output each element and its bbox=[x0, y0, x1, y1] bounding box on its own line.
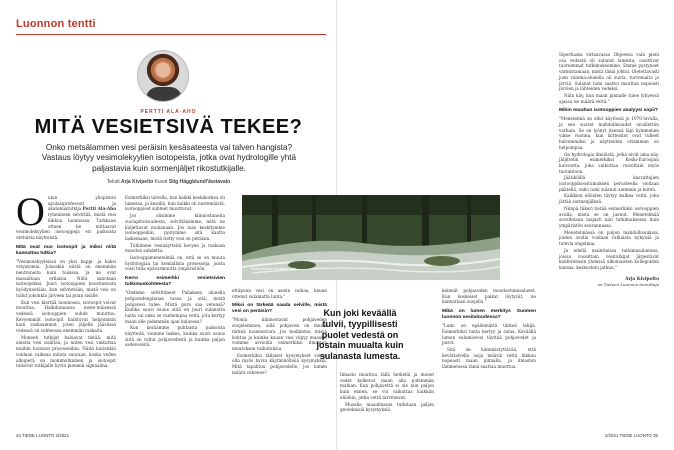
paragraph: Esimerkiksi talvella, kun kaikki keskikorkea oli lumessa, ja kesällä, kun kaikki oli nestemäistä, isotooppiset suhteet muuttuvat. bbox=[125, 195, 225, 212]
credits-label-text: Teksti bbox=[106, 179, 120, 185]
deck: Onko metsälammen vesi peräisin kesäsateesta vai talven hangista? Vastaus löytyy vesimolekyylien isotopeista, jotka ovat hydrologille yhtä paljastavia kuin sormenjäljet rikostutkijalle. bbox=[41, 143, 297, 173]
column-2 bbox=[125, 195, 225, 349]
column-4 bbox=[340, 372, 434, 414]
paragraph: Menetelmässä on paljon mahdollisuuksia, joiden avulla voidaan ratkaista nykyisiä ja tulevia ongelmia. bbox=[559, 229, 659, 247]
section-rule bbox=[16, 34, 326, 35]
credits-photo-author: Stig Häggblund/Vastavalo bbox=[168, 179, 231, 185]
credits-text-author: Arja Kivipelto bbox=[120, 179, 154, 185]
paragraph: "Olemme selvittäneet Pallaksen alueella pohjavedenpinnan tasoa ja sitä, mistä pohjavesi tulee. Mistä puro saa vetensä? Kuinka suuri osuus siitä on juuri sulanutta lunta vai onko se vanhempaa vettä, jota kertyy maan alle pidemmän ajan kuluessa? bbox=[125, 290, 225, 324]
author-role: on Tieteen Luonnon toimittaja bbox=[597, 282, 659, 288]
column-6 bbox=[559, 52, 659, 288]
paragraph: Jos olisimme kiinnostuneita suolapitoisuudesta, selvittäisimme, mitä ne kuljettavat mukanaan. Jos taas keskitymme isotooppeihin, pystymme sitä kautta laskemaan, mistä tietty vesi on peräisin. bbox=[125, 213, 225, 241]
paragraph: ettäpuun vesi on aseiin vaihaa, kauan ottenut sulamatta lunta." bbox=[232, 288, 327, 299]
paragraph: Tutkimme vesinäytteitä kevyen ja raskaan muodon suhdetta. bbox=[125, 242, 225, 254]
author-signature: Arja Kivipelto bbox=[625, 276, 659, 282]
intro-name: Pertti Ala-Aho bbox=[82, 206, 116, 212]
paragraph: Kaikkien ellöiden täytyy kulkea vettä, joka jättää sormenjälkeä. bbox=[559, 193, 659, 205]
question-heading: Mikä on lumen merkitys Suomen luonnon vesitaloudessa? bbox=[442, 309, 536, 321]
credits bbox=[0, 179, 337, 185]
footer-right: 2/2021 TIEDE LUONTO 35 bbox=[604, 433, 658, 438]
paragraph: keinnät pohjaveden muodostumisalueet. Kun keskeiset paikat löytyvät, ne kannattaisi suojella." bbox=[442, 288, 536, 305]
paragraph: "Lumi on epäilemättä tärkeä tekijä. Esimerkiksi lunta kertyy ja sulaa. Keväällä lumen sulamisvesi täyttää pohjavedet ja purot. bbox=[442, 323, 536, 346]
footer-left: 34 TIEDE LUONTO 2/2021 bbox=[16, 433, 70, 438]
intro-text: ulun yliopiston apulaisprofessori ja akatemiatutkija bbox=[47, 195, 116, 212]
paragraph: Niinpä tiikeri tietää esimerkiksi isotooppien avulla, mistä se on juonut. Menetelmää sovelletaan laajasti niin tutkimuksessa kuin ympäristön seurannassa. bbox=[559, 205, 659, 228]
intro-rest: ryhmineen selvittää, mistä vesi liikkuu luonnossa. Tarkkaan ottaen he mittaavat vesimolekyylien isotooppeja eri paikoista otetuista näytteistä. bbox=[16, 212, 116, 240]
paragraph: Musalla maaalmassa tutkitaan paljon geoteknisiä kysymyksiä. bbox=[340, 401, 434, 413]
paragraph: Ja edellä mainituissa tutkimusalueissa, joissa vuosittain vesitutkijat järjestävät konferenssin yhdessä ulkomaisten kollegoiden kanssa, keskustelu jatkuu." bbox=[559, 247, 659, 270]
question-heading: Kerro esimerkki vesietsivien tutkimuskohteesta? bbox=[125, 276, 225, 288]
paragraph: Ilmasto muuttuu tällä hetkellä ja monet vedet kulkevat maan alla pidemmän matkan. Kun pohjavettä ei ole niin paljon kuin ennen, se voi vaikuttaa kaikkiin eliöihin, jotka vettä tarvitsevat. bbox=[340, 372, 434, 400]
river-photo bbox=[242, 195, 500, 280]
paragraph: "Menetelmä on ollut käytössä jo 1970-luvulla, ja sen suuret mahdollisuudet oivallettiin varhain. Se on lyönyt itsensä läpi kymmenen viime vuonna, kun laitteistot ovat tulleet halvemmiksi ja näytteiden ottaminen on helpompaa. bbox=[559, 116, 659, 150]
question-heading: Miksi on tärkeää saada selville, mistä vesi on peräisin? bbox=[232, 303, 327, 315]
section-title: Luonnon tentti bbox=[16, 18, 96, 30]
interviewee-name: PERTTI ALA-AHO bbox=[140, 109, 197, 115]
paragraph: "Vesimolekyyleissä on yksi happi- ja kaksi vetyatomia. Joissakin niistä on enemmän neutroneita kuin toisissa, ja ne ovat massaltaan erilaisia. Niitä sanotaan isotoopeiksi. Juuri isotooppien koostumusta hyödynnetään, kun selvitetään, mistä vesi on tullut johonkin järveen tai puun sisälle. bbox=[16, 258, 116, 298]
column-1 bbox=[16, 189, 116, 370]
question-heading: Mitä ovat nuo isotoopit ja miksi niitä kannattaa tutkia? bbox=[16, 244, 116, 256]
paragraph: Sitä on hämmästyttävää, että kevättalvella isoja määriä vettä liikkuu nopeasti maan pinnalla, ja ilmaston lämmetessä tämä saattaa muuttua. bbox=[442, 346, 536, 370]
paragraph: Moneeti tutkijat haluavat tietää, mitä aineita vesi sisältää, ja miten vesi vaikuttaa muihin luonnon prosesseihin. Näitä kuitenkin voidaan vaikeaa mitata suoraan, koska veden alkuperä on monimutkainen ja isotoopit tulisivat tutkijalle hyvin pienenä signaalina. bbox=[16, 334, 116, 369]
dropcap: O bbox=[16, 189, 45, 234]
headline: MITÄ VESIETSIVÄ TEKEE? bbox=[34, 116, 303, 138]
credits-label-photo: Kuvat bbox=[154, 179, 168, 185]
paragraph: Kun keräämme puhtaista paikoista näytteitä, voimme laskea, kuinka suuri osuus siitä on tullut pohjavedestä ja kuinka paljon sadevesistä. bbox=[125, 325, 225, 348]
paragraph: Isotooppimenetelmiä on, että se on muuta hydrologiaa tai kemiallisia prosesseja, joista voisi tulla epävarmuutta ympäristöön. bbox=[125, 255, 225, 272]
paragraph: Jäätiköillä kasvattajien isotooppikoostumuksen perusteella voidaan päätellä, onko lumi sulanut aiemmin ja miten. bbox=[559, 175, 659, 192]
column-5 bbox=[442, 288, 536, 371]
paragraph: Esimerkiksi tällaiset kysymykset voivat olla myös hyvin käytännöllisiä kysymyksiä. Mitä tapahtuu pohjavedelle, jos lumen määrä vähenee? bbox=[232, 352, 327, 375]
paragraph: Näin käy, kun maan pinnalle tulee lyhyessä ajassa iso määrä vettä." bbox=[559, 92, 659, 104]
pullquote: Kun joki keväällä tulvii, tyypillisesti puolet vedestä on jostain muualta kuin sulanasta lumesta. bbox=[316, 308, 404, 362]
paragraph: Sipertiassa virtaavassa Objoessa vain pieni osa vedestä oli sulanut lumesta, osoittivat tuoreimmat tutkimuksemme. Emme pystyneet varmistamaan, mistä tämä johtui. Oletettavasti joen valuma-alueella oli suota, turvemaita ja järviä. Sulanut lumi saattoi muuttaa nopeasti järvien ja lähteiden vedeksi. bbox=[559, 52, 659, 92]
paragraph: Kun vesi kiertää luonnossa, isotoopit voivat muuttua. Haihdunnassa neste-mäisessä vedessä isotooppien suhde muuttuu. Kevyemmät isotoopit haihtuvat helpommin kuin raskaammat, joten jäljelle jäävässä vedessä on suhteessa enemmän raskaita. bbox=[16, 299, 116, 334]
portrait-photo bbox=[137, 50, 189, 102]
question-heading: Mihin muuhun isotooppien analyysi sopii? bbox=[559, 108, 658, 114]
paragraph: On hydrologia ilmiöistä, jotka eivät aina näy. Jäljittelin esimerkiksi Keski-Euroopan kuivuutta, joka vaikuttaa vuosittain myös tuotantoon. bbox=[559, 151, 659, 174]
paragraph: "Monia kiinnostavat pohjaveden suojeleminen, sillä pohjavesi on meille tärkeä luonnonvara. Jos tiedämme, missä kohtaa ja kuinka kauan vesi viipyy maassa, voimme arvioida esimerkiksi ilmaston muutoksen vaikutuksia. bbox=[232, 317, 327, 351]
photo-caption: Sadetyttöinen keväinen virta bbox=[251, 267, 297, 271]
